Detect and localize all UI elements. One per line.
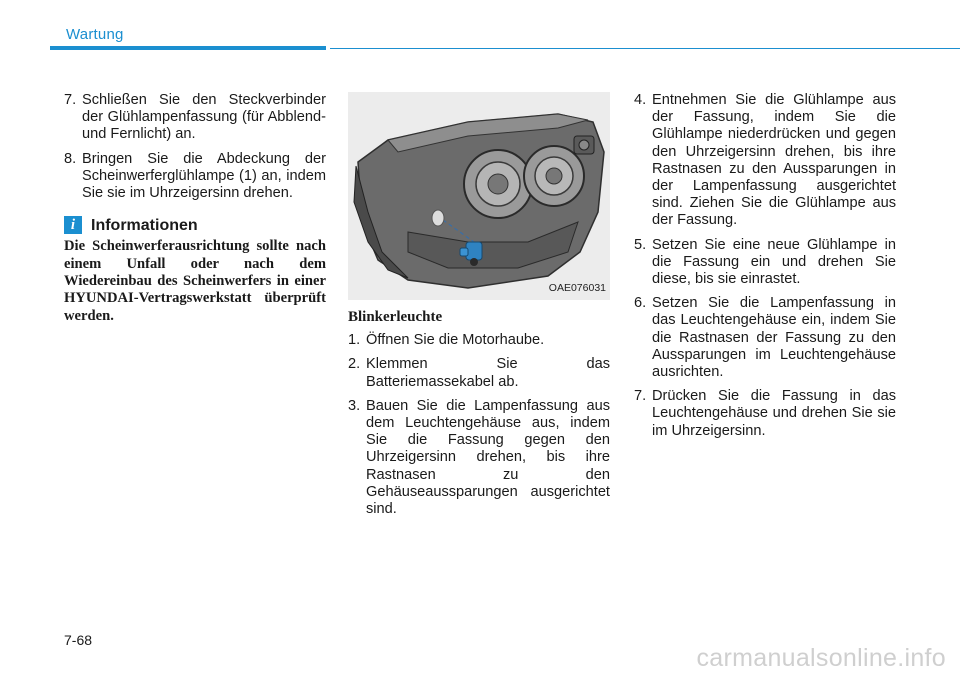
item-number: 6. [634,295,647,312]
list-item [634,295,896,381]
item-text: Bringen Sie die Abdeckung der Scheinwerferglühlampe (1) an, indem Sie sie im Uhrzeigersinn drehen. [82,150,326,202]
headlamp-illustration [348,92,610,300]
item-number: 8. [64,150,77,167]
info-body: Die Scheinwerferausrichtung sollte nach einem Unfall oder nach dem Wiedereinbau des Scheinwerfers in einer HYUNDAI-Vertragswerkstatt überprüft werden. [64,238,326,324]
section-title: Blinkerleuchte [348,309,443,325]
item-number: 3. [348,397,361,414]
item-text: Schließen Sie den Steckverbinder der Glühlampenfassung (für Abblend- und Fernlicht) an. [82,92,326,143]
column-left [64,92,326,325]
info-icon: i [64,216,82,234]
list-item [348,356,610,390]
item-number: 1. [348,332,361,349]
item-text: Bauen Sie die Lampenfassung aus dem Leuchtengehäuse aus, indem Sie die Fassung gegen den Uhrzeigersinn drehen, bis ihre Rastnasen zu den Gehäuseaussparungen ausgerichtet sind. [366,397,610,518]
item-text: Öffnen Sie die Motorhaube. [366,332,545,349]
item-text: Setzen Sie die Lampenfassung in das Leuchtengehäuse ein, indem Sie die Rastnasen der Fassung zu den Aussparungen im Leuchtengehäuse ausrichten. [652,295,896,381]
list-item [634,388,896,440]
list-item [64,92,326,144]
column-middle [348,92,610,525]
list-item [64,151,326,203]
item-number: 4. [634,92,647,108]
item-text: Setzen Sie eine neue Glühlampe in die Fassung ein und drehen Sie diese, bis sie einrastet. [652,236,896,288]
page-number: 7-68 [64,632,93,648]
section-header: Wartung [66,26,124,43]
item-number: 5. [634,236,647,253]
column-right [634,92,896,447]
list-item [348,398,610,518]
info-title: Informationen [91,216,198,234]
list-item [348,332,610,349]
item-text: Drücken Sie die Fassung in das Leuchtengehäuse und drehen Sie sie im Uhrzeigersinn. [652,388,896,439]
item-number: 2. [348,356,361,373]
figure-code: OAE076031 [548,281,606,294]
watermark: carmanualsonline.info [696,644,946,672]
list-item [634,237,896,289]
headlamp-figure [348,92,610,300]
item-number: 7. [64,92,77,108]
list-item [634,92,896,230]
item-text: Entnehmen Sie die Glühlampe aus der Fassung, indem Sie die Glühlampe niederdrücken und gegen den Uhrzeigersinn drehen, bis ihre Rastnasen zu den Aussparungen in der Lampenfassung ausgerichtet sind. Ziehen Sie die Glühlampe aus der Fassung. [652,92,896,229]
item-number: 7. [634,388,647,405]
item-text: Klemmen Sie das Batteriemassekabel ab. [366,356,610,390]
info-heading [64,216,326,234]
header-rule-thick [50,46,326,50]
header-rule-thin [330,48,960,49]
